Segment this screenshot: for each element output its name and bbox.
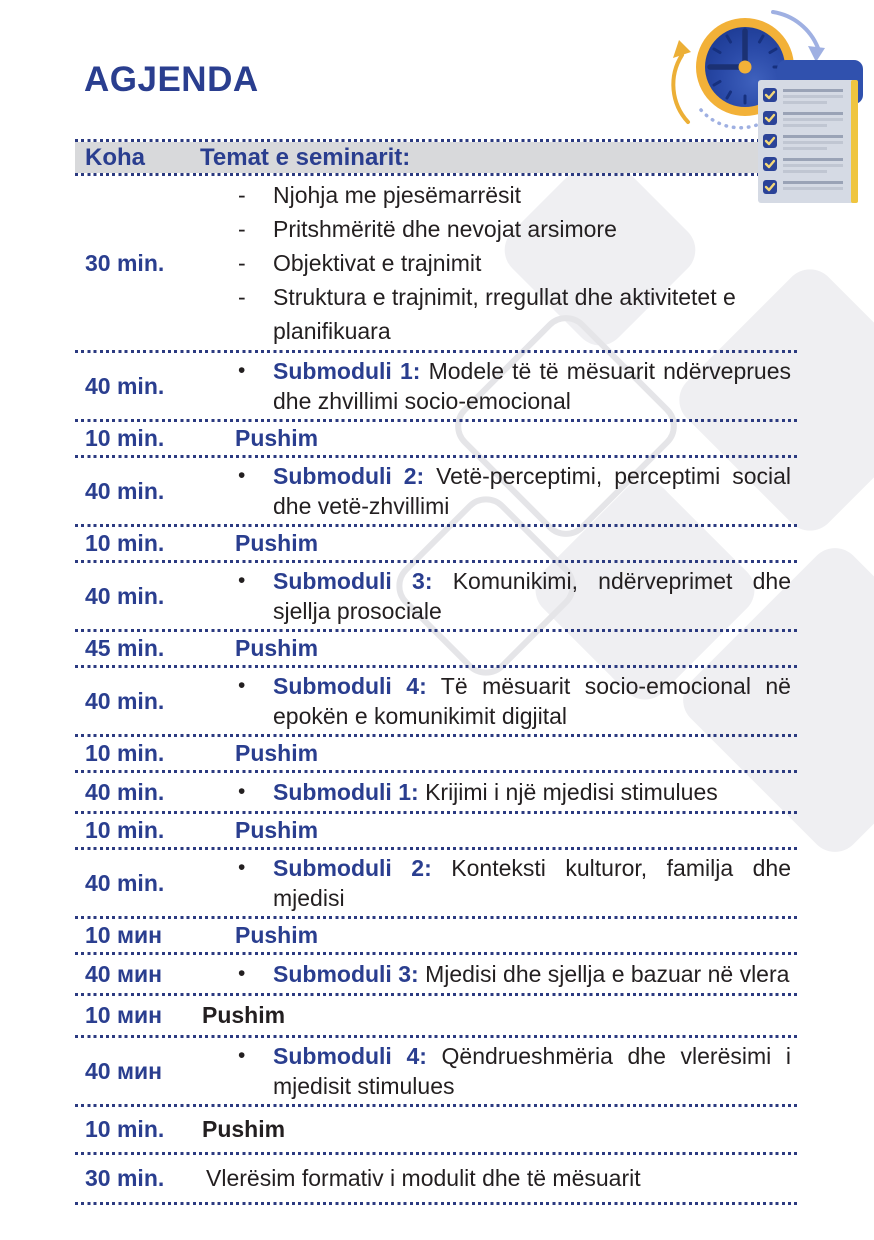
topic-cell (200, 530, 799, 557)
time-cell: 40 min. (85, 477, 165, 504)
table-row (75, 527, 799, 560)
bullet-marker: • (238, 464, 246, 487)
time-cell: 40 мин (85, 1057, 163, 1084)
table-row (75, 353, 799, 419)
dash-marker: - (238, 284, 246, 310)
submodule-text: Të mësuarit socio-emocional në epokën e komunikimit digjital (273, 673, 791, 729)
table-row (75, 996, 799, 1035)
submodule-label: Submoduli 4: (273, 673, 427, 699)
topic-cell (200, 635, 799, 662)
time-cell: 40 мин (85, 960, 163, 987)
bullet-marker: • (238, 674, 246, 697)
table-row (75, 1107, 799, 1152)
table-row (75, 814, 799, 847)
dash-marker: - (238, 182, 246, 208)
topic-text: Vlerësim formativ i modulit dhe të mësuarit (206, 1165, 641, 1191)
topic-cell (200, 817, 799, 844)
table-row (75, 1038, 799, 1104)
topic-cell (200, 740, 799, 767)
submodule-text: Krijimi i një mjedisi stimulues (425, 779, 718, 805)
submodule-label: Submoduli 2: (273, 855, 432, 881)
submodule-text: Konteksti kulturor, familja dhe mjedisi (273, 855, 791, 911)
topic-cell (200, 356, 799, 416)
clock-checklist-illustration (655, 0, 874, 218)
table-row (75, 850, 799, 916)
list-item: - Njohja me pjesëmarrësit (200, 178, 799, 212)
time-cell: 40 min. (85, 778, 165, 805)
topic-cell (200, 1165, 799, 1192)
time-cell: 10 min. (85, 530, 165, 556)
time-cell: 10 мин (85, 1002, 163, 1028)
time-cell: 40 min. (85, 582, 165, 609)
submodule-text: Qëndrueshmëria dhe vlerësimi i mjedisit stimulues (273, 1043, 791, 1099)
time-cell: 40 min. (85, 372, 165, 399)
submodule-label: Submoduli 3: (273, 961, 419, 987)
topic-cell (200, 1002, 799, 1029)
time-cell: 40 min. (85, 869, 165, 896)
topic-cell (200, 959, 799, 989)
dash-marker: - (238, 250, 246, 276)
submodule-text: Komunikimi, ndërveprimet dhe sjellja prosociale (273, 568, 791, 624)
time-cell: 10 min. (85, 740, 165, 766)
table-row (75, 1155, 799, 1202)
submodule-label: Submoduli 4: (273, 1043, 427, 1069)
header-time-column: Koha (85, 143, 145, 171)
list-item: - Objektivat e trajnimit (200, 246, 799, 280)
clock-center-dot (739, 61, 752, 74)
agenda-table (75, 139, 799, 1205)
time-cell: 40 min. (85, 687, 165, 714)
bullet-marker: • (238, 569, 246, 592)
time-cell: 10 min. (85, 425, 165, 451)
break-label: Pushim (235, 740, 319, 766)
submodule-label: Submoduli 1: (273, 358, 421, 384)
page-title: AGJENDA (84, 60, 259, 99)
table-row (75, 458, 799, 524)
bullet-marker: • (238, 962, 246, 985)
time-cell: 30 min. (85, 249, 165, 276)
time-cell: 10 min. (85, 1116, 165, 1142)
gold-arrow-icon (673, 40, 691, 122)
topic-cell (200, 922, 799, 949)
topic-cell (200, 1041, 799, 1101)
topic-cell (200, 461, 799, 521)
table-row (75, 668, 799, 734)
table-row (75, 773, 799, 811)
checklist-icon (758, 80, 858, 203)
time-cell: 10 min. (85, 817, 165, 843)
bullet-marker: • (238, 856, 246, 879)
list-item: - Struktura e trajnimit, rregullat dhe aktivitetet e planifikuara (200, 280, 799, 348)
table-row (75, 563, 799, 629)
submodule-label: Submoduli 1: (273, 779, 419, 805)
break-label: Pushim (235, 425, 319, 451)
break-label: Pushim (235, 635, 319, 661)
bullet-marker: • (238, 780, 246, 803)
dash-marker: - (238, 216, 246, 242)
break-label: Pushim (202, 1002, 286, 1028)
topic-cell (200, 853, 799, 913)
submodule-text: Mjedisi dhe sjellja e bazuar në vlera (425, 961, 790, 987)
table-row (75, 632, 799, 665)
dotted-divider (75, 1202, 799, 1205)
bullet-marker: • (238, 359, 246, 382)
time-cell: 45 min. (85, 635, 165, 661)
time-cell: 30 min. (85, 1165, 165, 1191)
submodule-text: Vetë-perceptimi, perceptimi social dhe vetë-zhvillimi (273, 463, 791, 519)
table-row (75, 737, 799, 770)
topic-cell (200, 425, 799, 452)
table-row (75, 422, 799, 455)
break-label: Pushim (202, 1116, 286, 1142)
topic-cell (200, 1116, 799, 1143)
topic-cell (200, 566, 799, 626)
topic-cell (200, 671, 799, 731)
submodule-label: Submoduli 3: (273, 568, 433, 594)
header-topic-column: Temat e seminarit: (200, 143, 411, 171)
table-row (75, 955, 799, 993)
bullet-marker: • (238, 1044, 246, 1067)
submodule-text: Modele të të mësuarit ndërveprues dhe zhvillimi socio-emocional (273, 358, 791, 414)
break-label: Pushim (235, 922, 319, 948)
submodule-label: Submoduli 2: (273, 463, 425, 489)
topic-cell (200, 777, 799, 807)
break-label: Pushim (235, 817, 319, 843)
time-cell: 10 мин (85, 922, 163, 948)
list-item: - Pritshmëritë dhe nevojat arsimore (200, 212, 799, 246)
break-label: Pushim (235, 530, 319, 556)
table-row (75, 919, 799, 952)
